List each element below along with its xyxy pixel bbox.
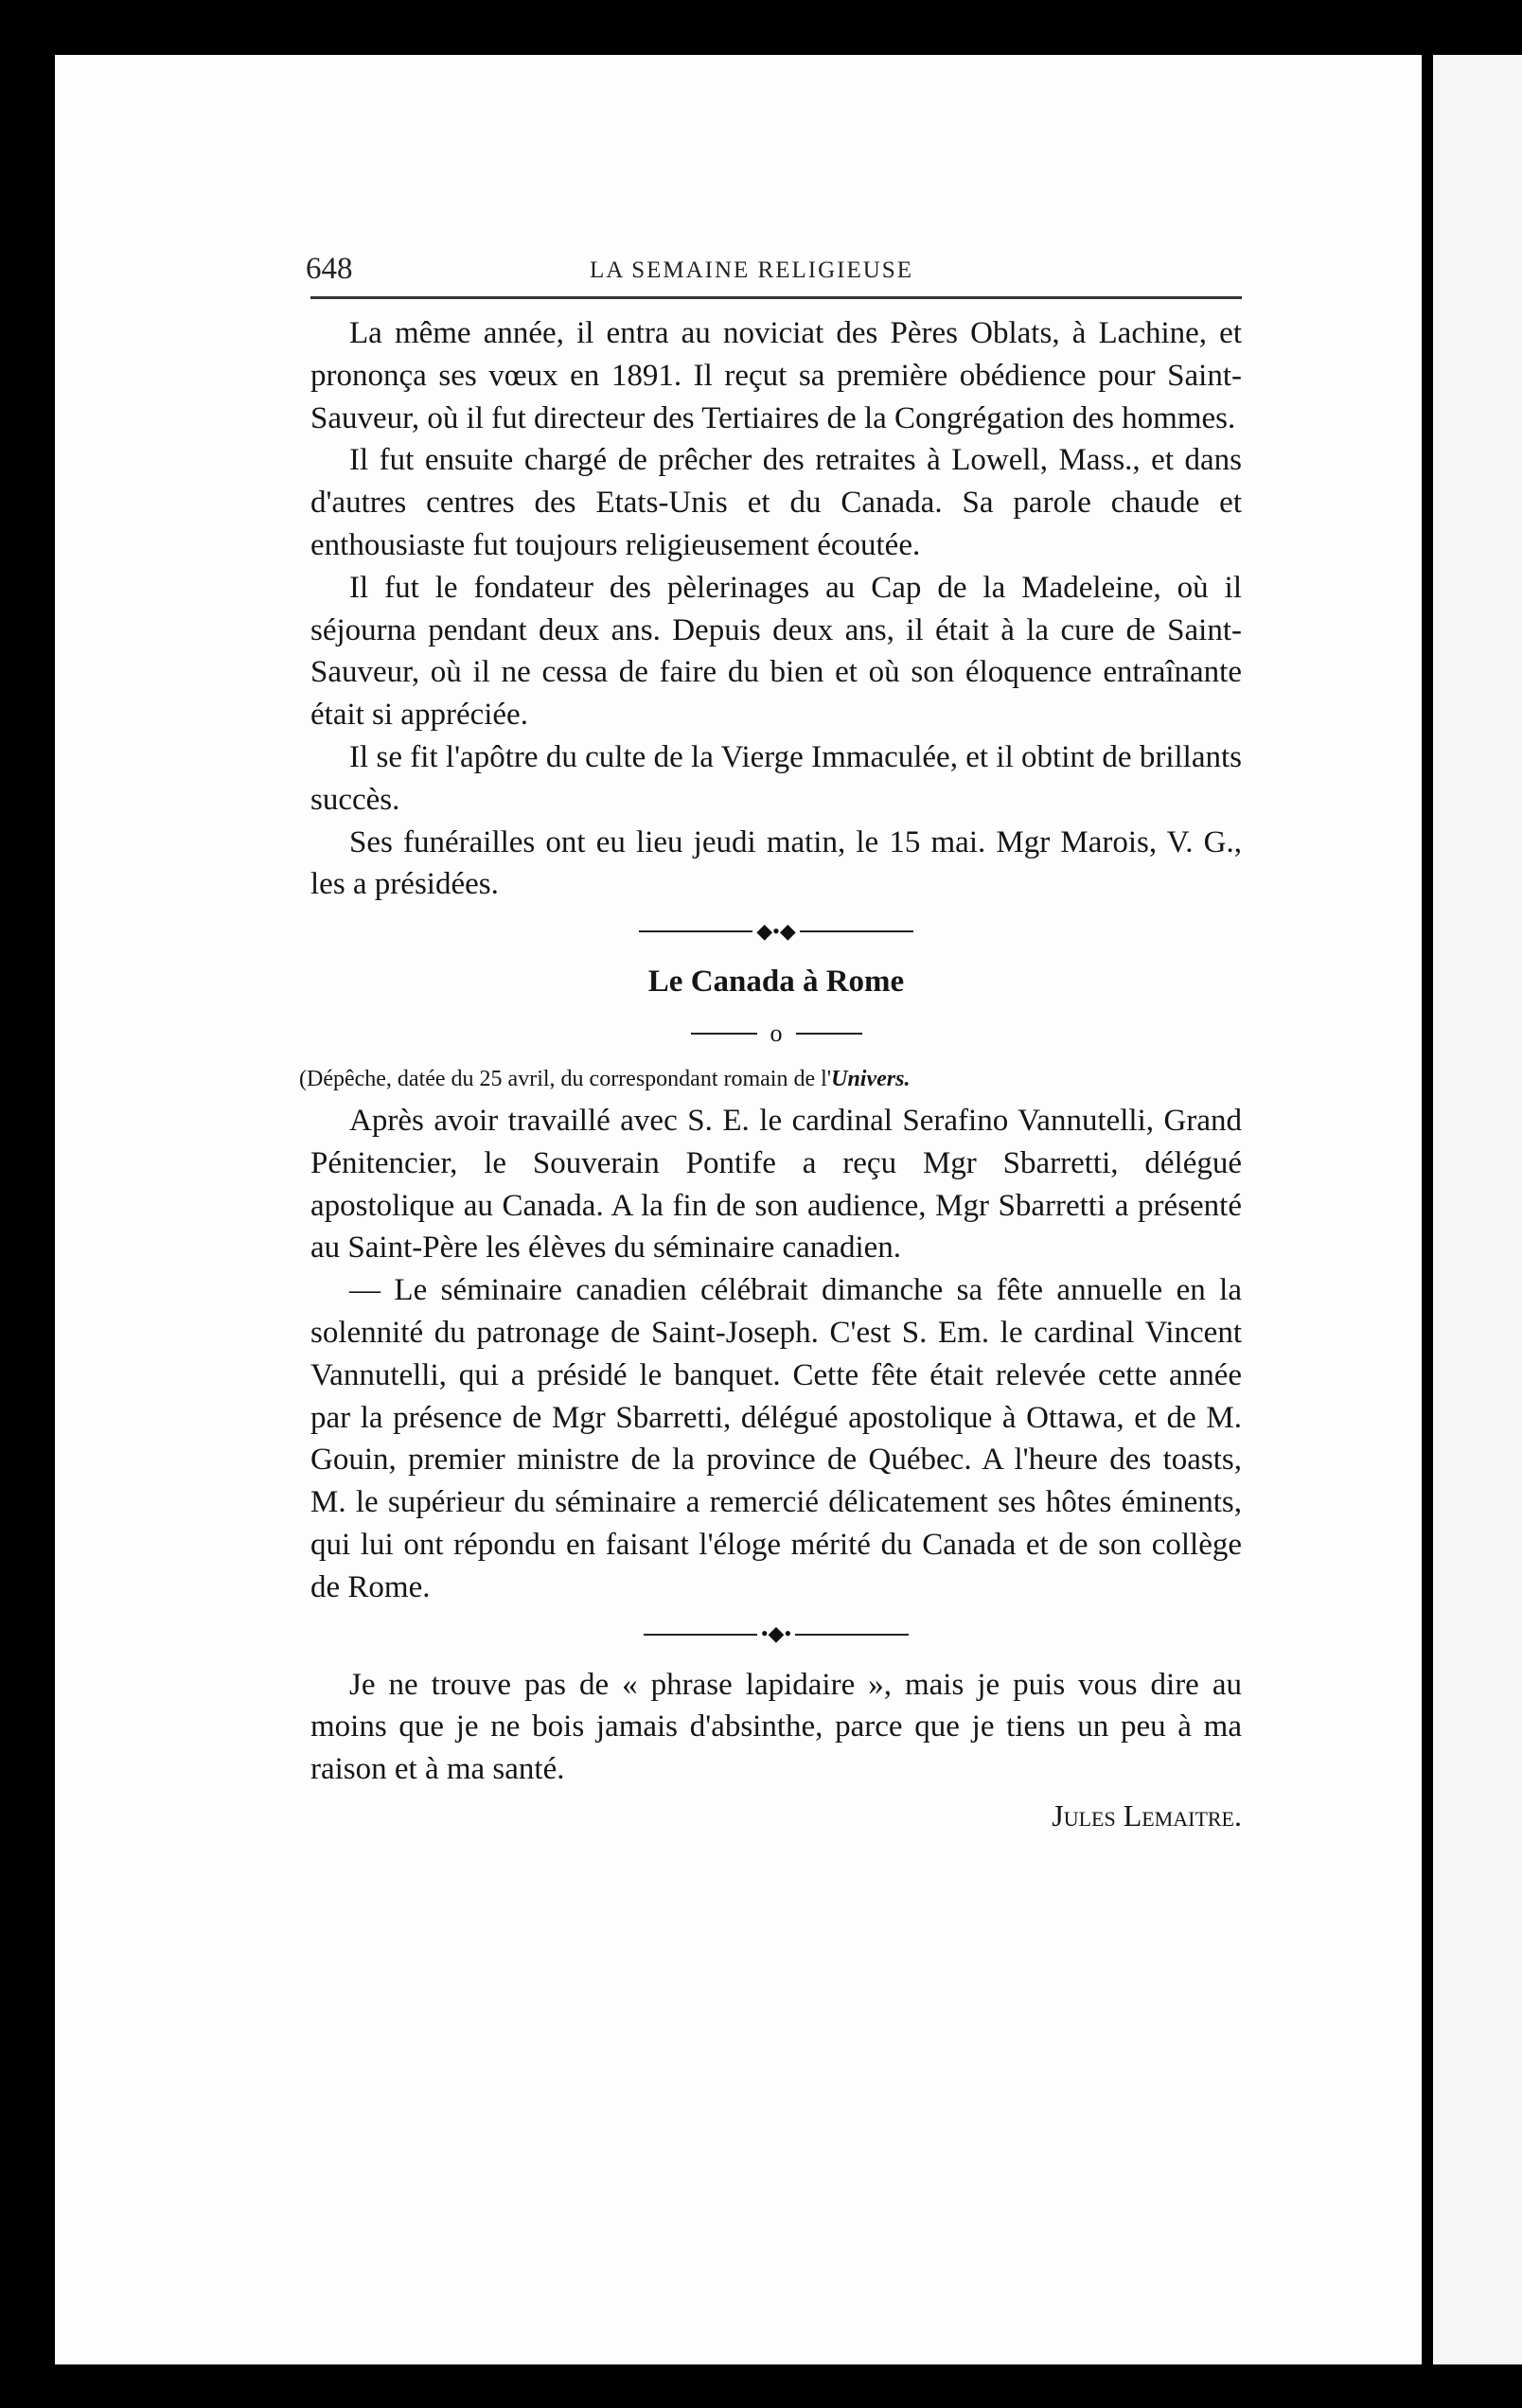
paragraph: Il fut le fondateur des pèlerinages au Cap de la Madeleine, où il séjourna pendant deux ans. Depuis deux ans, il était à la cure de Saint-Sauveur, où il ne cessa de faire du bien et où son éloquence entraînante était si appréciée. [310,570,1242,733]
paragraph: Ses funérailles ont eu lieu jeudi matin, le 15 mai. Mgr Marois, V. G., les a présidées. [310,824,1242,902]
page-body [299,312,1242,1837]
paragraph: La même année, il entra au noviciat des Pères Oblats, à Lachine, et prononça ses vœux en 1891. Il reçut sa première obédience pour Saint-Sauveur, où il fut directeur des Tertiaires de la Congrégation des hommes. [310,316,1242,435]
ornament-glyph: •◆• [760,1621,792,1646]
dateline-source: Univers. [831,1066,911,1091]
adjacent-page-edge [1433,55,1522,2364]
paragraph: Il se fit l'apôtre du culte de la Vierge Immaculée, et il obtint de brillants succès. [310,739,1242,817]
ornamental-divider [310,1620,1242,1649]
page-header [306,248,1252,293]
quote-text: Je ne trouve pas de « phrase lapidaire », mais je puis vous dire au moins que je ne bois jamais d'absinthe, parce que je tiens un peu à ma raison et à ma santé. [310,1667,1242,1787]
ornamental-divider [310,917,1242,946]
dateline [299,1062,1242,1096]
section-separator [310,1013,1242,1054]
page-number: 648 [306,252,353,286]
paragraph: Il fut ensuite chargé de prêcher des retraites à Lowell, Mass., et dans d'autres centres des Etats-Unis et du Canada. Sa parole chaude et enthousiaste fut toujours religieusement écoutée. [310,443,1242,562]
running-head: LA SEMAINE RELIGIEUSE [590,257,913,283]
paragraph: Après avoir travaillé avec S. E. le cardinal Serafino Vannutelli, Grand Pénitencier, le Souverain Pontife a reçu Mgr Sbarretti, délégué apostolique au Canada. A la fin de son audience, Mgr Sbarretti a présenté au Saint-Père les élèves du séminaire canadien. [310,1103,1242,1266]
section-title: Le Canada à Rome [647,965,905,1000]
header-rule [310,296,1242,299]
quote-author: Jules Lemaitre. [1052,1797,1242,1833]
ornament-glyph: ◆•◆ [756,918,796,943]
dateline-text: (Dépêche, datée du 25 avril, du correspondant romain de l' [299,1066,832,1091]
paragraph: — Le séminaire canadien célébrait dimanche sa fête annuelle en la solennité du patronage de Saint-Joseph. C'est S. Em. le cardinal Vincent Vannutelli, qui a présidé le banquet. Cette fête était relevée cette année par la présence de Mgr Sbarretti, délégué apostolique à Ottawa, et de M. Gouin, premier ministre de la province de Québec. A l'heure des toasts, M. le supérieur du séminaire a remercié délicatement ses hôtes éminents, qui lui ont répondu en faisant l'éloge mérité du Canada et de son collège de Rome. [310,1273,1242,1604]
separator-mark: o [770,1018,783,1047]
